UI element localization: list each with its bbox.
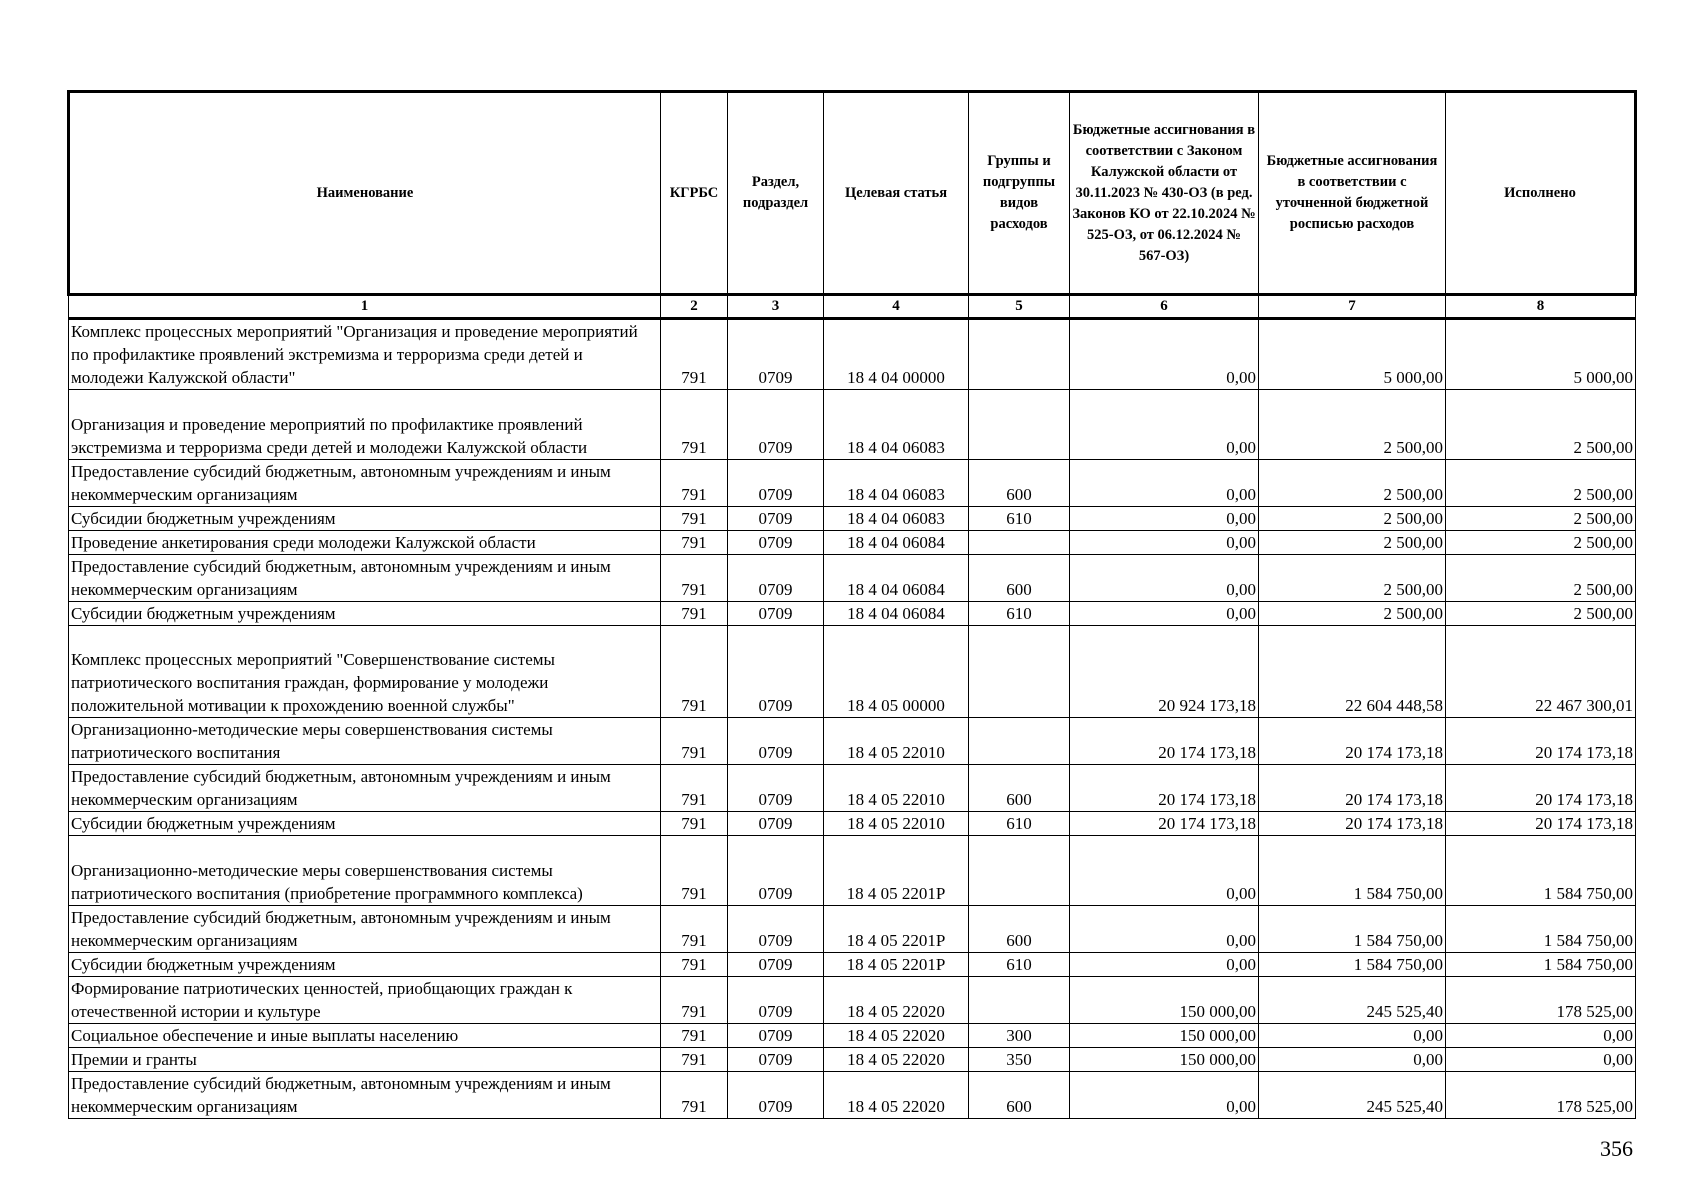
cell-razdel: 0709	[728, 977, 824, 1024]
cell-gruppa: 600	[969, 906, 1070, 953]
cell-razdel: 0709	[728, 460, 824, 507]
table-row	[69, 626, 1636, 718]
cell-zakon: 20 174 173,18	[1070, 718, 1259, 765]
cell-kgrbs: 791	[661, 906, 728, 953]
cell-gruppa: 600	[969, 555, 1070, 602]
cell-rospis: 2 500,00	[1259, 460, 1446, 507]
cell-ispolneno: 178 525,00	[1446, 1072, 1636, 1119]
cell-ispolneno: 2 500,00	[1446, 555, 1636, 602]
table-row	[69, 1072, 1636, 1119]
cell-celevaya: 18 4 05 2201Р	[824, 953, 969, 977]
cell-name: Субсидии бюджетным учреждениям	[69, 507, 661, 531]
cell-kgrbs: 791	[661, 836, 728, 906]
cell-razdel: 0709	[728, 1072, 824, 1119]
cell-celevaya: 18 4 04 06083	[824, 507, 969, 531]
header-zakon: Бюджетные ассигнования в соответствии с Законом Калужской области от 30.11.2023 № 430-ОЗ (в ред. Законов КО от 22.10.2024 № 525-ОЗ, от 06.12.2024 № 567-ОЗ)	[1070, 92, 1259, 295]
cell-kgrbs: 791	[661, 319, 728, 390]
column-number: 8	[1446, 295, 1636, 319]
cell-razdel: 0709	[728, 507, 824, 531]
cell-name: Социальное обеспечение и иные выплаты населению	[69, 1024, 661, 1048]
header-rospis: Бюджетные ассигнования в соответствии с уточненной бюджетной росписью расходов	[1259, 92, 1446, 295]
cell-zakon: 150 000,00	[1070, 1048, 1259, 1072]
cell-razdel: 0709	[728, 1048, 824, 1072]
table-row	[69, 555, 1636, 602]
cell-kgrbs: 791	[661, 460, 728, 507]
cell-rospis: 20 174 173,18	[1259, 765, 1446, 812]
cell-kgrbs: 791	[661, 1072, 728, 1119]
cell-kgrbs: 791	[661, 555, 728, 602]
cell-rospis: 245 525,40	[1259, 1072, 1446, 1119]
cell-name: Организация и проведение мероприятий по профилактике проявлений экстремизма и терроризма среди детей и молодежи Калужской области	[69, 390, 661, 460]
cell-celevaya: 18 4 05 22010	[824, 765, 969, 812]
cell-razdel: 0709	[728, 953, 824, 977]
table-header	[69, 92, 1636, 319]
column-number: 4	[824, 295, 969, 319]
cell-gruppa: 300	[969, 1024, 1070, 1048]
table-row	[69, 507, 1636, 531]
cell-ispolneno: 22 467 300,01	[1446, 626, 1636, 718]
cell-name: Премии и гранты	[69, 1048, 661, 1072]
cell-razdel: 0709	[728, 906, 824, 953]
table-row	[69, 602, 1636, 626]
cell-celevaya: 18 4 04 06083	[824, 390, 969, 460]
column-number: 2	[661, 295, 728, 319]
cell-ispolneno: 2 500,00	[1446, 602, 1636, 626]
cell-rospis: 2 500,00	[1259, 507, 1446, 531]
cell-name: Субсидии бюджетным учреждениям	[69, 953, 661, 977]
cell-kgrbs: 791	[661, 507, 728, 531]
table-row	[69, 812, 1636, 836]
cell-gruppa: 350	[969, 1048, 1070, 1072]
cell-name: Комплекс процессных мероприятий "Организация и проведение мероприятий по профилактике проявлений экстремизма и терроризма среди детей и молодежи Калужской области"	[69, 319, 661, 390]
cell-celevaya: 18 4 05 22020	[824, 1024, 969, 1048]
cell-rospis: 22 604 448,58	[1259, 626, 1446, 718]
cell-kgrbs: 791	[661, 390, 728, 460]
cell-razdel: 0709	[728, 602, 824, 626]
cell-ispolneno: 0,00	[1446, 1024, 1636, 1048]
table-row	[69, 1024, 1636, 1048]
cell-kgrbs: 791	[661, 812, 728, 836]
cell-zakon: 150 000,00	[1070, 977, 1259, 1024]
cell-zakon: 0,00	[1070, 555, 1259, 602]
cell-name: Комплекс процессных мероприятий "Совершенствование системы патриотического воспитания граждан, формирование у молодежи положительной мотивации к прохождению военной службы"	[69, 626, 661, 718]
cell-celevaya: 18 4 05 2201Р	[824, 836, 969, 906]
header-razdel: Раздел, подраздел	[728, 92, 824, 295]
cell-zakon: 0,00	[1070, 1072, 1259, 1119]
cell-razdel: 0709	[728, 812, 824, 836]
cell-rospis: 20 174 173,18	[1259, 812, 1446, 836]
cell-celevaya: 18 4 05 22010	[824, 718, 969, 765]
cell-ispolneno: 178 525,00	[1446, 977, 1636, 1024]
cell-zakon: 0,00	[1070, 460, 1259, 507]
cell-celevaya: 18 4 04 06084	[824, 531, 969, 555]
header-name: Наименование	[69, 92, 661, 295]
cell-ispolneno: 2 500,00	[1446, 531, 1636, 555]
cell-ispolneno: 5 000,00	[1446, 319, 1636, 390]
cell-zakon: 20 174 173,18	[1070, 765, 1259, 812]
cell-razdel: 0709	[728, 626, 824, 718]
cell-zakon: 0,00	[1070, 319, 1259, 390]
cell-name: Предоставление субсидий бюджетным, автономным учреждениям и иным некоммерческим организациям	[69, 906, 661, 953]
cell-gruppa	[969, 836, 1070, 906]
cell-razdel: 0709	[728, 319, 824, 390]
cell-rospis: 5 000,00	[1259, 319, 1446, 390]
header-celevaya: Целевая статья	[824, 92, 969, 295]
cell-rospis: 2 500,00	[1259, 531, 1446, 555]
cell-ispolneno: 1 584 750,00	[1446, 906, 1636, 953]
table-row	[69, 977, 1636, 1024]
cell-kgrbs: 791	[661, 953, 728, 977]
header-gruppa: Группы и подгруппы видов расходов	[969, 92, 1070, 295]
cell-razdel: 0709	[728, 531, 824, 555]
page-number: 356	[1600, 1136, 1633, 1161]
table-row	[69, 906, 1636, 953]
table-row	[69, 718, 1636, 765]
column-number: 3	[728, 295, 824, 319]
cell-name: Предоставление субсидий бюджетным, автономным учреждениям и иным некоммерческим организациям	[69, 765, 661, 812]
cell-kgrbs: 791	[661, 602, 728, 626]
cell-gruppa: 610	[969, 507, 1070, 531]
cell-name: Предоставление субсидий бюджетным, автономным учреждениям и иным некоммерческим организациям	[69, 1072, 661, 1119]
column-number: 5	[969, 295, 1070, 319]
cell-zakon: 0,00	[1070, 906, 1259, 953]
cell-celevaya: 18 4 05 22020	[824, 1072, 969, 1119]
cell-gruppa: 610	[969, 602, 1070, 626]
cell-kgrbs: 791	[661, 977, 728, 1024]
column-number-row	[69, 295, 1636, 319]
cell-kgrbs: 791	[661, 1048, 728, 1072]
cell-kgrbs: 791	[661, 626, 728, 718]
cell-ispolneno: 2 500,00	[1446, 507, 1636, 531]
cell-name: Организационно-методические меры совершенствования системы патриотического воспитания	[69, 718, 661, 765]
cell-celevaya: 18 4 04 06084	[824, 602, 969, 626]
column-number: 1	[69, 295, 661, 319]
cell-razdel: 0709	[728, 765, 824, 812]
cell-rospis: 1 584 750,00	[1259, 953, 1446, 977]
cell-gruppa: 610	[969, 812, 1070, 836]
cell-gruppa	[969, 390, 1070, 460]
cell-celevaya: 18 4 04 06083	[824, 460, 969, 507]
cell-rospis: 245 525,40	[1259, 977, 1446, 1024]
cell-gruppa	[969, 977, 1070, 1024]
cell-rospis: 20 174 173,18	[1259, 718, 1446, 765]
cell-name: Предоставление субсидий бюджетным, автономным учреждениям и иным некоммерческим организациям	[69, 460, 661, 507]
budget-table	[67, 90, 1637, 1119]
cell-gruppa	[969, 319, 1070, 390]
cell-kgrbs: 791	[661, 765, 728, 812]
table-body	[69, 319, 1636, 1119]
cell-ispolneno: 1 584 750,00	[1446, 836, 1636, 906]
table-row	[69, 836, 1636, 906]
header-kgrbs: КГРБС	[661, 92, 728, 295]
cell-name: Формирование патриотических ценностей, приобщающих граждан к отечественной истории и культуре	[69, 977, 661, 1024]
cell-kgrbs: 791	[661, 1024, 728, 1048]
cell-gruppa: 600	[969, 765, 1070, 812]
cell-zakon: 0,00	[1070, 507, 1259, 531]
cell-zakon: 0,00	[1070, 836, 1259, 906]
table-row	[69, 1048, 1636, 1072]
cell-ispolneno: 2 500,00	[1446, 390, 1636, 460]
cell-ispolneno: 20 174 173,18	[1446, 718, 1636, 765]
cell-name: Проведение анкетирования среди молодежи Калужской области	[69, 531, 661, 555]
cell-celevaya: 18 4 05 2201Р	[824, 906, 969, 953]
cell-rospis: 2 500,00	[1259, 555, 1446, 602]
cell-zakon: 0,00	[1070, 390, 1259, 460]
cell-razdel: 0709	[728, 390, 824, 460]
cell-name: Организационно-методические меры совершенствования системы патриотического воспитания (приобретение программного комплекса)	[69, 836, 661, 906]
cell-ispolneno: 0,00	[1446, 1048, 1636, 1072]
cell-razdel: 0709	[728, 836, 824, 906]
cell-ispolneno: 20 174 173,18	[1446, 765, 1636, 812]
cell-name: Субсидии бюджетным учреждениям	[69, 602, 661, 626]
cell-celevaya: 18 4 04 00000	[824, 319, 969, 390]
cell-razdel: 0709	[728, 555, 824, 602]
cell-rospis: 1 584 750,00	[1259, 906, 1446, 953]
cell-celevaya: 18 4 05 22020	[824, 977, 969, 1024]
cell-rospis: 0,00	[1259, 1024, 1446, 1048]
table-row	[69, 765, 1636, 812]
table-row	[69, 460, 1636, 507]
table-row	[69, 953, 1636, 977]
cell-ispolneno: 20 174 173,18	[1446, 812, 1636, 836]
cell-gruppa: 610	[969, 953, 1070, 977]
cell-name: Субсидии бюджетным учреждениям	[69, 812, 661, 836]
cell-zakon: 20 174 173,18	[1070, 812, 1259, 836]
table-row	[69, 390, 1636, 460]
cell-ispolneno: 2 500,00	[1446, 460, 1636, 507]
cell-rospis: 0,00	[1259, 1048, 1446, 1072]
cell-razdel: 0709	[728, 1024, 824, 1048]
cell-zakon: 150 000,00	[1070, 1024, 1259, 1048]
cell-kgrbs: 791	[661, 531, 728, 555]
header-row	[69, 92, 1636, 295]
cell-celevaya: 18 4 05 00000	[824, 626, 969, 718]
header-ispolneno: Исполнено	[1446, 92, 1636, 295]
cell-kgrbs: 791	[661, 718, 728, 765]
column-number: 7	[1259, 295, 1446, 319]
cell-gruppa: 600	[969, 1072, 1070, 1119]
cell-zakon: 0,00	[1070, 602, 1259, 626]
cell-rospis: 1 584 750,00	[1259, 836, 1446, 906]
cell-zakon: 20 924 173,18	[1070, 626, 1259, 718]
cell-gruppa	[969, 718, 1070, 765]
cell-ispolneno: 1 584 750,00	[1446, 953, 1636, 977]
cell-celevaya: 18 4 05 22020	[824, 1048, 969, 1072]
cell-name: Предоставление субсидий бюджетным, автономным учреждениям и иным некоммерческим организациям	[69, 555, 661, 602]
cell-gruppa	[969, 626, 1070, 718]
cell-zakon: 0,00	[1070, 531, 1259, 555]
cell-celevaya: 18 4 04 06084	[824, 555, 969, 602]
table-row	[69, 319, 1636, 390]
cell-rospis: 2 500,00	[1259, 602, 1446, 626]
cell-zakon: 0,00	[1070, 953, 1259, 977]
cell-celevaya: 18 4 05 22010	[824, 812, 969, 836]
cell-razdel: 0709	[728, 718, 824, 765]
column-number: 6	[1070, 295, 1259, 319]
table-row	[69, 531, 1636, 555]
cell-gruppa: 600	[969, 460, 1070, 507]
cell-gruppa	[969, 531, 1070, 555]
cell-rospis: 2 500,00	[1259, 390, 1446, 460]
